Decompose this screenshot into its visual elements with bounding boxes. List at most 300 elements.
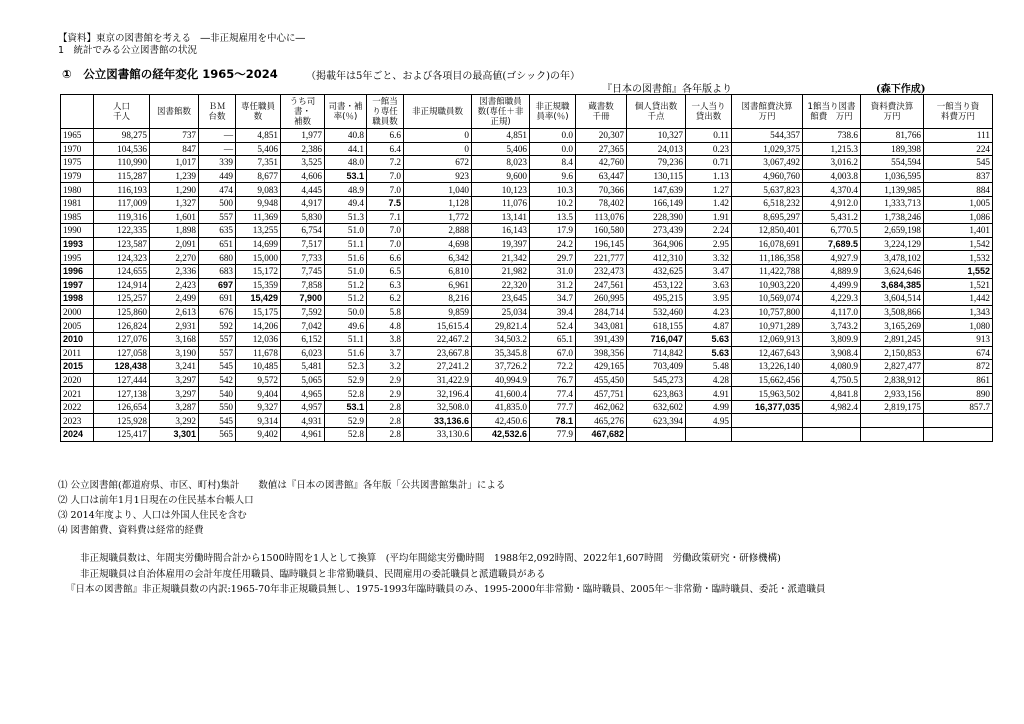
year-cell: 2024 — [61, 428, 94, 442]
table-cell — [732, 414, 803, 428]
table-cell: 2,838,912 — [861, 373, 924, 387]
table-cell: 9,402 — [236, 428, 281, 442]
table-cell: 2,091 — [150, 237, 199, 251]
column-header: 蔵書数 千冊 — [576, 95, 627, 129]
table-cell: 913 — [924, 332, 993, 346]
table-cell: 2,888 — [404, 224, 472, 238]
table-cell: 1,442 — [924, 292, 993, 306]
table-cell: 3,508,866 — [861, 305, 924, 319]
table-cell: 13,141 — [472, 210, 530, 224]
table-cell: 8.4 — [530, 156, 576, 170]
explanatory-note: 『日本の図書館』非正規職員数の内訳:1965-70年非正規職員無し、1975-1993年臨時職員のみ、1995-2000年非常勤・臨時職員、2005年～非常勤・臨時職員、委託・派遣職員 — [66, 584, 826, 595]
table-cell: 40.8 — [325, 129, 367, 143]
table-cell: 1,343 — [924, 305, 993, 319]
table-row — [61, 319, 993, 333]
year-cell: 2005 — [61, 319, 94, 333]
table-cell: 3,478,102 — [861, 251, 924, 265]
table-cell — [686, 428, 732, 442]
table-cell: 7,042 — [281, 319, 325, 333]
table-cell: 672 — [404, 156, 472, 170]
year-cell: 1980 — [61, 183, 94, 197]
table-cell: 635 — [199, 224, 236, 238]
year-cell: 2015 — [61, 360, 94, 374]
table-cell: 1,036,595 — [861, 169, 924, 183]
table-row — [61, 224, 993, 238]
table-cell: 837 — [924, 169, 993, 183]
table-cell: 24.2 — [530, 237, 576, 251]
table-cell: 6,342 — [404, 251, 472, 265]
table-cell: 4,965 — [281, 387, 325, 401]
table-cell: 5.8 — [367, 305, 404, 319]
table-cell: 7,351 — [236, 156, 281, 170]
table-cell: 23,645 — [472, 292, 530, 306]
table-cell: 124,323 — [94, 251, 150, 265]
table-cell: 4.95 — [686, 414, 732, 428]
table-cell: 160,580 — [576, 224, 627, 238]
table-cell: 13.5 — [530, 210, 576, 224]
table-cell: 651 — [199, 237, 236, 251]
table-cell: 9,948 — [236, 196, 281, 210]
table-cell: 391,439 — [576, 332, 627, 346]
table-cell: 467,682 — [576, 428, 627, 442]
table-cell: 7,517 — [281, 237, 325, 251]
table-cell: 474 — [199, 183, 236, 197]
table-cell — [924, 414, 993, 428]
table-cell: 2,499 — [150, 292, 199, 306]
table-cell: 127,076 — [94, 332, 150, 346]
table-cell: 3,241 — [150, 360, 199, 374]
table-cell: 29,821.4 — [472, 319, 530, 333]
table-cell: 3,016.2 — [803, 156, 861, 170]
column-header: 一館当り資 料費万円 — [924, 95, 993, 129]
table-cell: 545 — [924, 156, 993, 170]
table-cell: 557 — [199, 346, 236, 360]
table-cell: 221,777 — [576, 251, 627, 265]
table-cell: 11,369 — [236, 210, 281, 224]
table-cell: 6,518,232 — [732, 196, 803, 210]
table-row — [61, 156, 993, 170]
table-cell: 4.87 — [686, 319, 732, 333]
table-cell: 52.8 — [325, 428, 367, 442]
table-cell: 12,467,643 — [732, 346, 803, 360]
table-cell: 22,320 — [472, 278, 530, 292]
table-cell: 4,499.9 — [803, 278, 861, 292]
table-cell: 273,439 — [627, 224, 686, 238]
table-cell: 7,745 — [281, 264, 325, 278]
table-cell: 31,422.9 — [404, 373, 472, 387]
table-cell: 52.3 — [325, 360, 367, 374]
table-cell: 77.4 — [530, 387, 576, 401]
table-row — [61, 387, 993, 401]
table-cell: 737 — [150, 129, 199, 143]
table-cell: 4,912.0 — [803, 196, 861, 210]
table-cell: 462,062 — [576, 400, 627, 414]
table-cell: 33,130.6 — [404, 428, 472, 442]
table-cell: 364,906 — [627, 237, 686, 251]
year-cell: 1995 — [61, 251, 94, 265]
table-cell: 2.8 — [367, 414, 404, 428]
table-cell: 37,726.2 — [472, 360, 530, 374]
table-cell: 4,931 — [281, 414, 325, 428]
column-header: 一館当 り専任 職員数 — [367, 95, 404, 129]
table-cell: 130,115 — [627, 169, 686, 183]
table-cell: 10,757,800 — [732, 305, 803, 319]
table-cell: 545 — [199, 360, 236, 374]
table-cell: 3,168 — [150, 332, 199, 346]
table-cell: 27,241.2 — [404, 360, 472, 374]
table-subtitle: （掲載年は5年ごと、および各項目の最高値(ゴシック)の年） — [306, 71, 580, 82]
table-cell: 48.0 — [325, 156, 367, 170]
table-cell: 6.3 — [367, 278, 404, 292]
table-cell: 884 — [924, 183, 993, 197]
table-cell: 6,770.5 — [803, 224, 861, 238]
table-cell: 119,316 — [94, 210, 150, 224]
table-cell: 127,444 — [94, 373, 150, 387]
table-cell: 7.5 — [367, 196, 404, 210]
explanatory-note: 非正規職員は自治体雇用の会計年度任用職員、臨時職員と非常勤職員、民間雇用の委託職員と派遣職員がある — [80, 568, 546, 580]
table-cell: 674 — [924, 346, 993, 360]
table-cell: 3,301 — [150, 428, 199, 442]
table-cell: 2,336 — [150, 264, 199, 278]
table-cell: 5.63 — [686, 346, 732, 360]
table-cell: 7.1 — [367, 210, 404, 224]
table-cell: 623,394 — [627, 414, 686, 428]
table-cell: 1.13 — [686, 169, 732, 183]
table-cell: 3,525 — [281, 156, 325, 170]
year-cell: 1997 — [61, 278, 94, 292]
table-cell: 15,615.4 — [404, 319, 472, 333]
table-cell: 25,034 — [472, 305, 530, 319]
column-header: 1館当り図書 館費 万円 — [803, 95, 861, 129]
table-cell: 2,827,477 — [861, 360, 924, 374]
table-cell: 29.7 — [530, 251, 576, 265]
table-cell: 714,842 — [627, 346, 686, 360]
table-cell: 15,172 — [236, 264, 281, 278]
table-cell: 24,013 — [627, 142, 686, 156]
table-cell: 41,600.4 — [472, 387, 530, 401]
document-header-line2: 1 統計でみる公立図書館の状況 — [58, 45, 198, 56]
table-cell: 3,292 — [150, 414, 199, 428]
table-cell: 123,587 — [94, 237, 150, 251]
table-row — [61, 142, 993, 156]
table-cell: 1,239 — [150, 169, 199, 183]
table-cell: 890 — [924, 387, 993, 401]
table-cell: 0 — [404, 129, 472, 143]
table-cell: 9,572 — [236, 373, 281, 387]
table-cell: 872 — [924, 360, 993, 374]
table-cell: 126,654 — [94, 400, 150, 414]
table-cell: 23,667.8 — [404, 346, 472, 360]
table-cell: 1,005 — [924, 196, 993, 210]
table-cell: 21,982 — [472, 264, 530, 278]
table-cell: 3.8 — [367, 332, 404, 346]
table-cell: 76.7 — [530, 373, 576, 387]
table-cell: 2,933,156 — [861, 387, 924, 401]
table-cell: 125,928 — [94, 414, 150, 428]
table-cell: 557 — [199, 210, 236, 224]
table-cell: 3.32 — [686, 251, 732, 265]
table-cell: 232,473 — [576, 264, 627, 278]
table-cell — [627, 428, 686, 442]
table-cell: 4,917 — [281, 196, 325, 210]
footnote: ⑴ 公立図書館(都道府県、市区、町村)集計 数値は『日本の図書館』各年版「公共図書館集計」による — [58, 480, 506, 491]
table-cell: 284,714 — [576, 305, 627, 319]
table-cell: 49.4 — [325, 196, 367, 210]
table-cell: 4,960,760 — [732, 169, 803, 183]
explanatory-note: 非正規職員数は、年間実労働時間合計から1500時間を1人として換算 (平均年間総実労働時間 1988年2,092時間、2022年1,607時間 労働政策研究・研修機構) — [80, 553, 781, 564]
table-cell: 1.91 — [686, 210, 732, 224]
table-cell: 6,810 — [404, 264, 472, 278]
table-cell — [924, 428, 993, 442]
table-cell: 1,215.3 — [803, 142, 861, 156]
table-cell: 3.47 — [686, 264, 732, 278]
table-cell: 343,081 — [576, 319, 627, 333]
table-cell: 1,977 — [281, 129, 325, 143]
table-cell: 3,684,385 — [861, 278, 924, 292]
table-cell: 3,297 — [150, 387, 199, 401]
table-cell: 5,406 — [472, 142, 530, 156]
footnote: ⑷ 図書館費、資料費は経常的経費 — [58, 525, 204, 536]
year-cell: 1996 — [61, 264, 94, 278]
table-cell: 31.0 — [530, 264, 576, 278]
table-cell: 6,961 — [404, 278, 472, 292]
table-cell: 2,423 — [150, 278, 199, 292]
table-cell: 632,602 — [627, 400, 686, 414]
table-cell: 33,136.6 — [404, 414, 472, 428]
table-cell: 532,460 — [627, 305, 686, 319]
library-statistics-table — [60, 94, 993, 442]
table-cell: 565 — [199, 428, 236, 442]
table-cell: 557 — [199, 332, 236, 346]
table-cell: 125,417 — [94, 428, 150, 442]
table-row — [61, 305, 993, 319]
table-row — [61, 373, 993, 387]
table-row — [61, 428, 993, 442]
table-cell: 10,123 — [472, 183, 530, 197]
table-cell: 15,359 — [236, 278, 281, 292]
table-cell: 9,083 — [236, 183, 281, 197]
table-cell: 16,078,691 — [732, 237, 803, 251]
table-cell: 1,139,985 — [861, 183, 924, 197]
table-cell: 125,860 — [94, 305, 150, 319]
table-cell: 716,047 — [627, 332, 686, 346]
table-cell: 592 — [199, 319, 236, 333]
table-cell: 8,023 — [472, 156, 530, 170]
table-cell: 19,397 — [472, 237, 530, 251]
table-cell: 31.2 — [530, 278, 576, 292]
column-header: 司書・補 率(％) — [325, 95, 367, 129]
table-cell: 5,481 — [281, 360, 325, 374]
table-cell: 115,287 — [94, 169, 150, 183]
table-cell: 2.9 — [367, 387, 404, 401]
table-cell: 542 — [199, 373, 236, 387]
table-cell: 550 — [199, 400, 236, 414]
table-cell: 10.3 — [530, 183, 576, 197]
table-cell: 680 — [199, 251, 236, 265]
table-cell: 79,236 — [627, 156, 686, 170]
table-cell: 3.95 — [686, 292, 732, 306]
table-cell: 126,824 — [94, 319, 150, 333]
table-cell: 4,957 — [281, 400, 325, 414]
table-cell: 2,613 — [150, 305, 199, 319]
table-cell: 1,552 — [924, 264, 993, 278]
table-cell: 34.7 — [530, 292, 576, 306]
table-cell: 51.1 — [325, 332, 367, 346]
year-cell: 2020 — [61, 373, 94, 387]
table-cell: 7.2 — [367, 156, 404, 170]
table-cell: 6,023 — [281, 346, 325, 360]
table-cell: 11,678 — [236, 346, 281, 360]
table-cell: 2,150,853 — [861, 346, 924, 360]
table-cell: 127,058 — [94, 346, 150, 360]
table-cell: 6.2 — [367, 292, 404, 306]
table-cell: 4,927.9 — [803, 251, 861, 265]
table-cell: 432,625 — [627, 264, 686, 278]
table-cell: 1,601 — [150, 210, 199, 224]
table-cell: 9,314 — [236, 414, 281, 428]
table-cell: 7.0 — [367, 169, 404, 183]
table-cell: 4,370.4 — [803, 183, 861, 197]
table-cell: ― — [199, 142, 236, 156]
source-label: 『日本の図書館』各年版より — [602, 84, 732, 95]
table-cell — [803, 428, 861, 442]
table-cell: 78.1 — [530, 414, 576, 428]
table-cell: 0.0 — [530, 142, 576, 156]
table-cell: 9,600 — [472, 169, 530, 183]
column-header — [61, 95, 94, 129]
table-cell: 7,858 — [281, 278, 325, 292]
year-cell: 1993 — [61, 237, 94, 251]
year-cell: 1981 — [61, 196, 94, 210]
table-row — [61, 183, 993, 197]
table-cell: 4,961 — [281, 428, 325, 442]
table-cell: 32,508.0 — [404, 400, 472, 414]
table-cell: 2,931 — [150, 319, 199, 333]
table-cell: 2.8 — [367, 428, 404, 442]
table-row — [61, 278, 993, 292]
column-header: 図書館数 — [150, 95, 199, 129]
table-cell: 9.6 — [530, 169, 576, 183]
table-cell: 52.9 — [325, 414, 367, 428]
table-cell: 847 — [150, 142, 199, 156]
column-header: 非正規職員数 — [404, 95, 472, 129]
table-cell: 8,695,297 — [732, 210, 803, 224]
table-cell: 3,908.4 — [803, 346, 861, 360]
table-cell: 857.7 — [924, 400, 993, 414]
table-cell: 128,438 — [94, 360, 150, 374]
table-cell: 51.6 — [325, 251, 367, 265]
table-cell: 618,155 — [627, 319, 686, 333]
table-cell: 738.6 — [803, 129, 861, 143]
table-cell: 111 — [924, 129, 993, 143]
table-cell: 8,677 — [236, 169, 281, 183]
table-cell: 3.2 — [367, 360, 404, 374]
table-cell: 923 — [404, 169, 472, 183]
table-cell: 124,914 — [94, 278, 150, 292]
table-cell: 1.42 — [686, 196, 732, 210]
table-cell: 544,357 — [732, 129, 803, 143]
table-cell: 34,503.2 — [472, 332, 530, 346]
table-cell: 7,733 — [281, 251, 325, 265]
table-cell: 545,273 — [627, 373, 686, 387]
footnotes — [58, 478, 505, 538]
table-cell: 122,335 — [94, 224, 150, 238]
table-cell: 4,117.0 — [803, 305, 861, 319]
table-cell: 224 — [924, 142, 993, 156]
table-cell: 52.8 — [325, 387, 367, 401]
table-cell: 4,750.5 — [803, 373, 861, 387]
table-cell: 40,994.9 — [472, 373, 530, 387]
table-cell: 147,639 — [627, 183, 686, 197]
table-cell — [803, 414, 861, 428]
table-cell: 6.4 — [367, 142, 404, 156]
table-cell: 4.28 — [686, 373, 732, 387]
table-cell: 42,450.6 — [472, 414, 530, 428]
table-cell: 260,995 — [576, 292, 627, 306]
table-cell: 3,224,129 — [861, 237, 924, 251]
table-cell: 1.27 — [686, 183, 732, 197]
table-cell: 78,402 — [576, 196, 627, 210]
table-cell: 2,386 — [281, 142, 325, 156]
table-cell: 10.2 — [530, 196, 576, 210]
table-cell: 4,080.9 — [803, 360, 861, 374]
table-cell: 7,900 — [281, 292, 325, 306]
table-cell: 53.1 — [325, 169, 367, 183]
table-cell: 9,859 — [404, 305, 472, 319]
table-cell: 15,175 — [236, 305, 281, 319]
table-cell: 15,963,502 — [732, 387, 803, 401]
table-cell: 0.23 — [686, 142, 732, 156]
table-cell: 455,450 — [576, 373, 627, 387]
table-cell: 11,076 — [472, 196, 530, 210]
table-cell: 12,036 — [236, 332, 281, 346]
table-cell: 3,287 — [150, 400, 199, 414]
table-cell: 41,835.0 — [472, 400, 530, 414]
table-cell: 10,327 — [627, 129, 686, 143]
table-cell: 0.0 — [530, 129, 576, 143]
year-cell: 2010 — [61, 332, 94, 346]
table-cell: 1,040 — [404, 183, 472, 197]
table-cell: 1,898 — [150, 224, 199, 238]
table-cell: 1,738,246 — [861, 210, 924, 224]
year-cell: 1965 — [61, 129, 94, 143]
table-cell: 5,637,823 — [732, 183, 803, 197]
table-cell: 1,086 — [924, 210, 993, 224]
table-cell: 51.0 — [325, 264, 367, 278]
table-cell — [861, 428, 924, 442]
table-cell: 196,145 — [576, 237, 627, 251]
table-cell: 1,290 — [150, 183, 199, 197]
table-cell: 127,138 — [94, 387, 150, 401]
table-cell: 7.0 — [367, 183, 404, 197]
table-cell: 124,655 — [94, 264, 150, 278]
table-cell: 676 — [199, 305, 236, 319]
table-cell: 10,903,220 — [732, 278, 803, 292]
table-cell: 17.9 — [530, 224, 576, 238]
year-cell: 1985 — [61, 210, 94, 224]
column-header: うち司書・ 補数 — [281, 95, 325, 129]
table-row — [61, 292, 993, 306]
table-cell: 48.9 — [325, 183, 367, 197]
table-cell: 16,377,035 — [732, 400, 803, 414]
table-cell: 4,003.8 — [803, 169, 861, 183]
table-cell: 81,766 — [861, 129, 924, 143]
table-cell: 398,356 — [576, 346, 627, 360]
year-cell: 1975 — [61, 156, 94, 170]
footnote: ⑵ 人口は前年1月1日現在の住民基本台帳人口 — [58, 495, 254, 506]
table-cell: 5,830 — [281, 210, 325, 224]
table-cell: 5,065 — [281, 373, 325, 387]
